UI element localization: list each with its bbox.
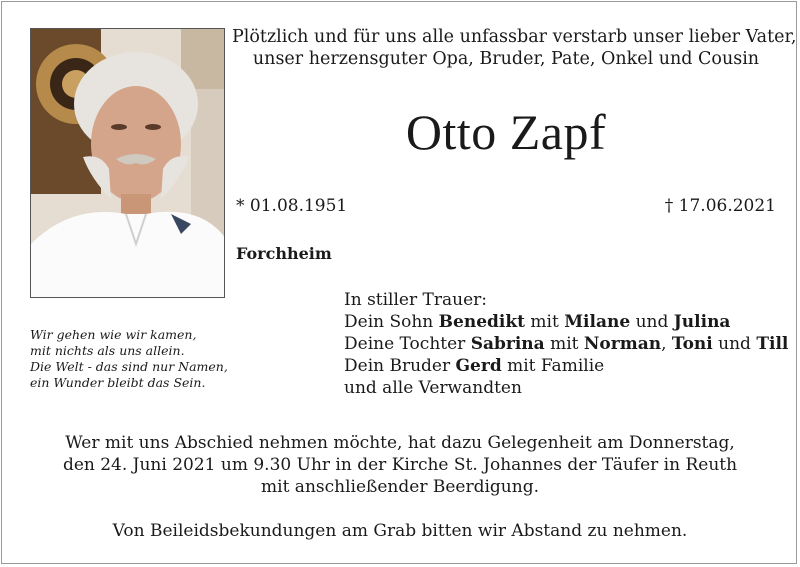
poem-line-3: Die Welt - das sind nur Namen, bbox=[30, 359, 228, 374]
poem-line-4: ein Wunder bleibt das Sein. bbox=[30, 375, 206, 390]
daughter-child-2: Till bbox=[756, 334, 789, 354]
mourners-list bbox=[344, 289, 789, 399]
brother-prefix: Dein Bruder bbox=[344, 356, 451, 376]
daughter-comma: , bbox=[661, 334, 667, 354]
portrait-photo bbox=[30, 28, 225, 298]
son-with: mit bbox=[530, 312, 559, 332]
death-date-value: 17.06.2021 bbox=[678, 196, 776, 216]
daughter-child-1: Toni bbox=[671, 334, 713, 354]
daughter-and: und bbox=[718, 334, 751, 354]
closing-note: Von Beileidsbekundungen am Grab bitten wir Abstand zu nehmen. bbox=[112, 521, 688, 541]
deceased-name: Otto Zapf bbox=[405, 104, 607, 160]
birth-date bbox=[236, 196, 347, 216]
son-prefix: Dein Sohn bbox=[344, 312, 434, 332]
mourners-heading: In stiller Trauer: bbox=[344, 290, 487, 310]
brother-name: Gerd bbox=[455, 356, 502, 376]
birth-date-value: 01.08.1951 bbox=[249, 196, 348, 216]
son-partner: Milane bbox=[564, 312, 631, 332]
birth-star-icon: * bbox=[236, 196, 245, 216]
son-child: Julina bbox=[673, 312, 731, 332]
intro-line-2: unser herzensguter Opa, Bruder, Pate, Onkel und Cousin bbox=[252, 49, 760, 69]
brother-suffix: mit Familie bbox=[507, 356, 605, 376]
mourner-daughter bbox=[344, 333, 789, 355]
poem bbox=[30, 327, 260, 391]
daughter-with: mit bbox=[550, 334, 579, 354]
mourner-relatives: und alle Verwandten bbox=[344, 378, 522, 398]
daughter-partner: Norman bbox=[583, 334, 662, 354]
death-cross-icon: † bbox=[664, 196, 674, 216]
poem-line-1: Wir gehen wie wir kamen, bbox=[30, 327, 197, 342]
mourner-son bbox=[344, 311, 784, 333]
service-line-1: Wer mit uns Abschied nehmen möchte, hat dazu Gelegenheit am Donnerstag, bbox=[65, 433, 735, 453]
intro-line-1: Plötzlich und für uns alle unfassbar verstarb unser lieber Vater, bbox=[232, 27, 797, 47]
intro-text bbox=[232, 26, 797, 70]
daughter-name: Sabrina bbox=[470, 334, 545, 354]
service-info bbox=[20, 432, 780, 498]
son-and: und bbox=[635, 312, 669, 332]
mourner-brother bbox=[344, 355, 784, 377]
son-name: Benedikt bbox=[438, 312, 526, 332]
poem-line-2: mit nichts als uns allein. bbox=[30, 343, 185, 358]
service-line-3: mit anschließender Beerdigung. bbox=[261, 477, 539, 497]
portrait-icon bbox=[31, 29, 225, 298]
service-line-2: den 24. Juni 2021 um 9.30 Uhr in der Kirche St. Johannes der Täufer in Reuth bbox=[62, 455, 738, 475]
daughter-prefix: Deine Tochter bbox=[344, 334, 466, 354]
death-date bbox=[665, 196, 776, 216]
residence-place: Forchheim bbox=[236, 244, 332, 263]
